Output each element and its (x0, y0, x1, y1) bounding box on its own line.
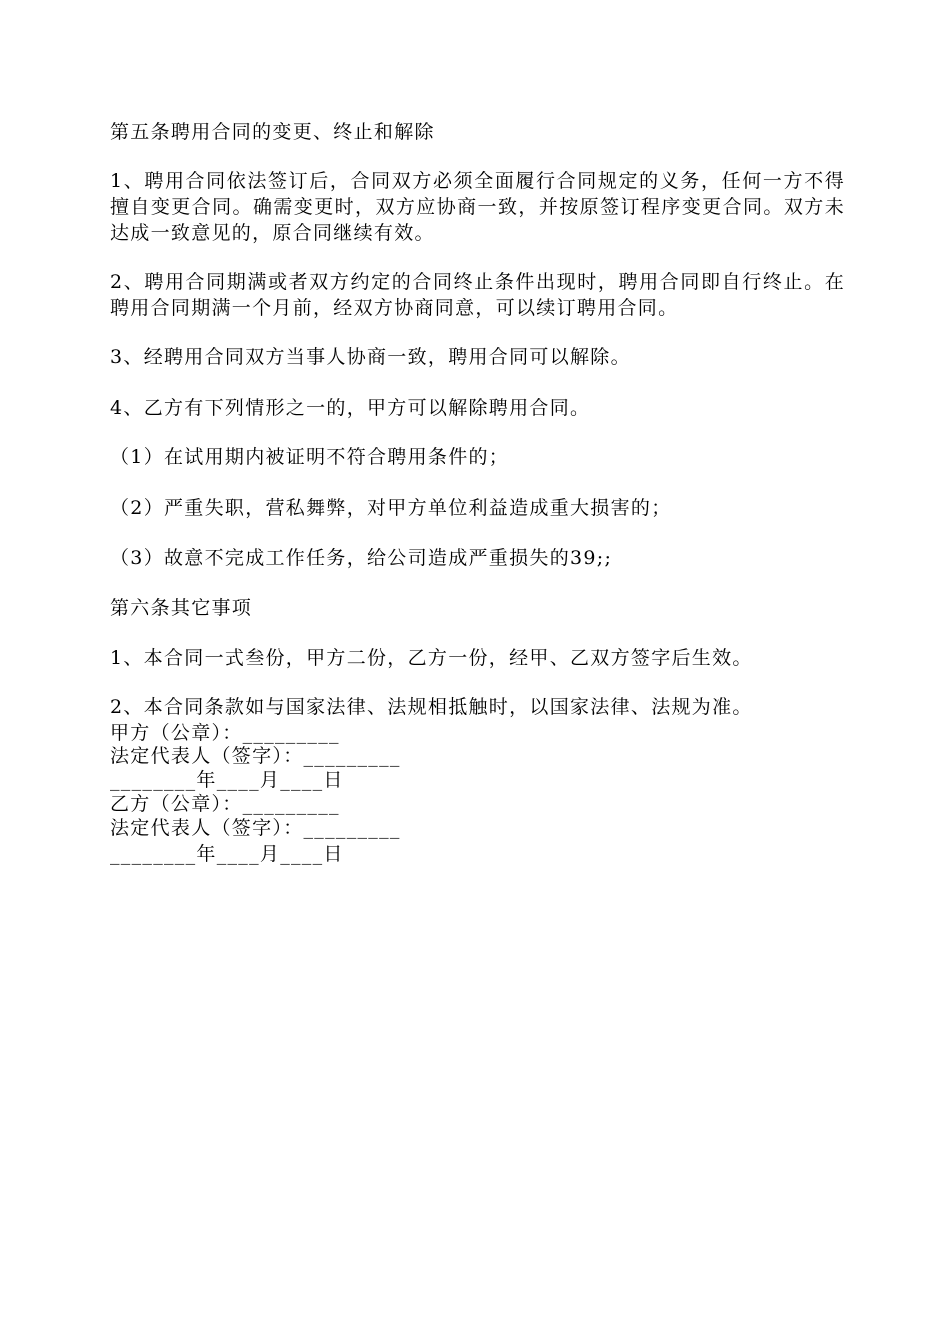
article5-sub3: （3）故意不完成工作任务，给公司造成严重损失的39;; (110, 547, 613, 569)
party-a-seal: 甲方（公章）：_________ (110, 722, 340, 744)
party-b-date: ________年____月____日 (110, 843, 344, 865)
article5-heading: 第五条聘用合同的变更、终止和解除 (110, 121, 435, 143)
article6-item1: 1、本合同一式叁份，甲方二份，乙方一份，经甲、乙双方签字后生效。 (110, 647, 753, 669)
article6-item2: 2、本合同条款如与国家法律、法规相抵触时，以国家法律、法规为准。 (110, 696, 753, 718)
article5-item4: 4、乙方有下列情形之一的，甲方可以解除聘用合同。 (110, 397, 591, 419)
article6-heading: 第六条其它事项 (110, 597, 253, 619)
party-a-representative: 法定代表人（签字）：_________ (110, 745, 401, 767)
article5-item2: 2、聘用合同期满或者双方约定的合同终止条件出现时，聘用合同即自行终止。在聘用合同期满一个月前，经双方协商同意，可以续订聘用合同。 (110, 271, 845, 319)
article5-item1: 1、聘用合同依法签订后，合同双方必须全面履行合同规定的义务，任何一方不得擅自变更合同。确需变更时，双方应协商一致，并按原签订程序变更合同。双方未达成一致意见的，原合同继续有效。 (110, 170, 845, 244)
party-a-date: ________年____月____日 (110, 769, 344, 791)
party-b-seal: 乙方（公章）：_________ (110, 793, 340, 815)
article5-sub1: （1）在试用期内被证明不符合聘用条件的； (110, 446, 510, 468)
article5-item3: 3、经聘用合同双方当事人协商一致，聘用合同可以解除。 (110, 346, 631, 368)
party-b-representative: 法定代表人（签字）：_________ (110, 817, 401, 839)
article5-sub2: （2）严重失职，营私舞弊，对甲方单位利益造成重大损害的； (110, 497, 672, 519)
